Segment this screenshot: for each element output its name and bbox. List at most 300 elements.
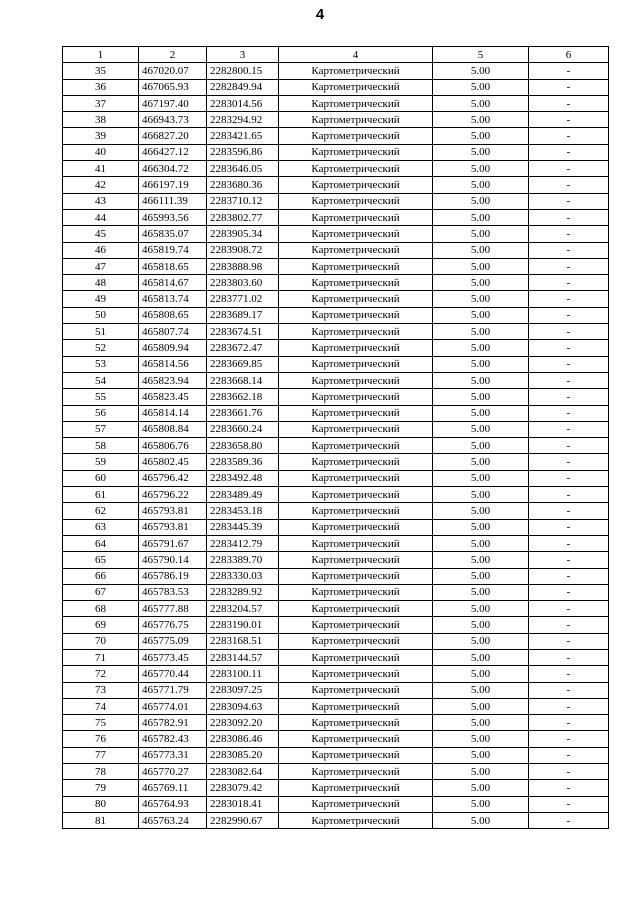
point-number-cell: 38 (63, 112, 139, 128)
coordinate-x-cell: 465814.14 (139, 405, 207, 421)
accuracy-cell: 5.00 (433, 731, 529, 747)
coordinate-x-cell: 465809.94 (139, 340, 207, 356)
point-number-cell: 68 (63, 601, 139, 617)
table-row (63, 617, 609, 633)
point-number-cell: 60 (63, 470, 139, 486)
note-cell: - (529, 470, 609, 486)
table-row (63, 666, 609, 682)
point-number-cell: 40 (63, 144, 139, 160)
note-cell: - (529, 812, 609, 828)
coordinate-x-cell: 465793.81 (139, 503, 207, 519)
point-number-cell: 71 (63, 649, 139, 665)
note-cell: - (529, 617, 609, 633)
method-cell: Картометрический (279, 95, 433, 111)
coordinate-x-cell: 465818.65 (139, 258, 207, 274)
column-header: 4 (279, 47, 433, 63)
note-cell: - (529, 584, 609, 600)
coordinate-y-cell: 2283014.56 (207, 95, 279, 111)
point-number-cell: 50 (63, 307, 139, 323)
accuracy-cell: 5.00 (433, 258, 529, 274)
note-cell: - (529, 275, 609, 291)
note-cell: - (529, 242, 609, 258)
accuracy-cell: 5.00 (433, 552, 529, 568)
accuracy-cell: 5.00 (433, 796, 529, 812)
accuracy-cell: 5.00 (433, 470, 529, 486)
note-cell: - (529, 405, 609, 421)
note-cell: - (529, 372, 609, 388)
accuracy-cell: 5.00 (433, 372, 529, 388)
coordinate-y-cell: 2283589.36 (207, 454, 279, 470)
point-number-cell: 51 (63, 324, 139, 340)
accuracy-cell: 5.00 (433, 144, 529, 160)
accuracy-cell: 5.00 (433, 193, 529, 209)
point-number-cell: 43 (63, 193, 139, 209)
note-cell: - (529, 682, 609, 698)
note-cell: - (529, 649, 609, 665)
table-row (63, 454, 609, 470)
note-cell: - (529, 535, 609, 551)
note-cell: - (529, 128, 609, 144)
accuracy-cell: 5.00 (433, 519, 529, 535)
note-cell: - (529, 633, 609, 649)
coordinate-y-cell: 2283646.05 (207, 161, 279, 177)
accuracy-cell: 5.00 (433, 340, 529, 356)
note-cell: - (529, 307, 609, 323)
accuracy-cell: 5.00 (433, 405, 529, 421)
method-cell: Картометрический (279, 796, 433, 812)
coordinate-x-cell: 465814.67 (139, 275, 207, 291)
accuracy-cell: 5.00 (433, 584, 529, 600)
coordinate-x-cell: 465783.53 (139, 584, 207, 600)
method-cell: Картометрический (279, 161, 433, 177)
table-row (63, 275, 609, 291)
column-header: 2 (139, 47, 207, 63)
method-cell: Картометрический (279, 666, 433, 682)
coordinate-y-cell: 2283144.57 (207, 649, 279, 665)
method-cell: Картометрический (279, 649, 433, 665)
method-cell: Картометрический (279, 487, 433, 503)
point-number-cell: 46 (63, 242, 139, 258)
coordinate-y-cell: 2283658.80 (207, 438, 279, 454)
coordinate-x-cell: 465796.22 (139, 487, 207, 503)
method-cell: Картометрический (279, 372, 433, 388)
table-row (63, 209, 609, 225)
point-number-cell: 55 (63, 389, 139, 405)
coordinate-x-cell: 465796.42 (139, 470, 207, 486)
coordinate-x-cell: 465769.11 (139, 780, 207, 796)
accuracy-cell: 5.00 (433, 275, 529, 291)
note-cell: - (529, 209, 609, 225)
method-cell: Картометрический (279, 63, 433, 79)
accuracy-cell: 5.00 (433, 715, 529, 731)
point-number-cell: 67 (63, 584, 139, 600)
coordinate-x-cell: 465791.67 (139, 535, 207, 551)
point-number-cell: 79 (63, 780, 139, 796)
method-cell: Картометрический (279, 324, 433, 340)
table-row (63, 356, 609, 372)
note-cell: - (529, 356, 609, 372)
accuracy-cell: 5.00 (433, 438, 529, 454)
table-row (63, 226, 609, 242)
table-row (63, 144, 609, 160)
method-cell: Картометрический (279, 747, 433, 763)
coordinate-y-cell: 2283100.11 (207, 666, 279, 682)
coordinate-y-cell: 2283771.02 (207, 291, 279, 307)
coordinate-y-cell: 2283190.01 (207, 617, 279, 633)
coordinate-y-cell: 2282800.15 (207, 63, 279, 79)
table-row (63, 519, 609, 535)
method-cell: Картометрический (279, 79, 433, 95)
table-row (63, 535, 609, 551)
method-cell: Картометрический (279, 421, 433, 437)
coordinate-x-cell: 465782.43 (139, 731, 207, 747)
method-cell: Картометрический (279, 128, 433, 144)
coordinate-x-cell: 466427.12 (139, 144, 207, 160)
coordinate-x-cell: 467020.07 (139, 63, 207, 79)
accuracy-cell: 5.00 (433, 291, 529, 307)
table-row (63, 764, 609, 780)
table-row (63, 291, 609, 307)
column-header: 1 (63, 47, 139, 63)
coordinate-y-cell: 2283489.49 (207, 487, 279, 503)
coordinate-x-cell: 466304.72 (139, 161, 207, 177)
point-number-cell: 70 (63, 633, 139, 649)
table-body (63, 63, 609, 829)
note-cell: - (529, 161, 609, 177)
accuracy-cell: 5.00 (433, 568, 529, 584)
coordinate-y-cell: 2283710.12 (207, 193, 279, 209)
accuracy-cell: 5.00 (433, 780, 529, 796)
coordinate-y-cell: 2283660.24 (207, 421, 279, 437)
coordinate-x-cell: 465763.24 (139, 812, 207, 828)
coordinate-x-cell: 465808.84 (139, 421, 207, 437)
coordinate-y-cell: 2283289.92 (207, 584, 279, 600)
point-number-cell: 65 (63, 552, 139, 568)
method-cell: Картометрический (279, 535, 433, 551)
method-cell: Картометрический (279, 405, 433, 421)
table-row (63, 633, 609, 649)
table-row (63, 324, 609, 340)
coordinate-y-cell: 2283086.46 (207, 731, 279, 747)
accuracy-cell: 5.00 (433, 747, 529, 763)
table-row (63, 193, 609, 209)
table-row (63, 584, 609, 600)
coordinate-y-cell: 2283204.57 (207, 601, 279, 617)
note-cell: - (529, 666, 609, 682)
coordinate-y-cell: 2283082.64 (207, 764, 279, 780)
coordinate-y-cell: 2283908.72 (207, 242, 279, 258)
accuracy-cell: 5.00 (433, 487, 529, 503)
note-cell: - (529, 389, 609, 405)
accuracy-cell: 5.00 (433, 601, 529, 617)
point-number-cell: 58 (63, 438, 139, 454)
coordinate-y-cell: 2282990.67 (207, 812, 279, 828)
coordinate-x-cell: 465814.56 (139, 356, 207, 372)
table-row (63, 307, 609, 323)
point-number-cell: 36 (63, 79, 139, 95)
method-cell: Картометрический (279, 633, 433, 649)
point-number-cell: 62 (63, 503, 139, 519)
coordinate-x-cell: 465806.76 (139, 438, 207, 454)
table-row (63, 372, 609, 388)
accuracy-cell: 5.00 (433, 617, 529, 633)
method-cell: Картометрический (279, 584, 433, 600)
note-cell: - (529, 601, 609, 617)
note-cell: - (529, 552, 609, 568)
coordinate-y-cell: 2283803.60 (207, 275, 279, 291)
coordinate-x-cell: 467197.40 (139, 95, 207, 111)
coordinate-x-cell: 465819.74 (139, 242, 207, 258)
point-number-cell: 47 (63, 258, 139, 274)
accuracy-cell: 5.00 (433, 307, 529, 323)
point-number-cell: 61 (63, 487, 139, 503)
point-number-cell: 81 (63, 812, 139, 828)
note-cell: - (529, 454, 609, 470)
method-cell: Картометрический (279, 731, 433, 747)
point-number-cell: 66 (63, 568, 139, 584)
table-row (63, 421, 609, 437)
note-cell: - (529, 796, 609, 812)
coordinate-x-cell: 465773.31 (139, 747, 207, 763)
point-number-cell: 77 (63, 747, 139, 763)
accuracy-cell: 5.00 (433, 503, 529, 519)
table-row (63, 682, 609, 698)
coordinate-x-cell: 465835.07 (139, 226, 207, 242)
method-cell: Картометрический (279, 291, 433, 307)
point-number-cell: 69 (63, 617, 139, 633)
note-cell: - (529, 568, 609, 584)
table-row (63, 796, 609, 812)
point-number-cell: 41 (63, 161, 139, 177)
accuracy-cell: 5.00 (433, 454, 529, 470)
accuracy-cell: 5.00 (433, 177, 529, 193)
table-row (63, 731, 609, 747)
note-cell: - (529, 258, 609, 274)
table-row (63, 747, 609, 763)
coordinate-x-cell: 465823.45 (139, 389, 207, 405)
method-cell: Картометрический (279, 568, 433, 584)
method-cell: Картометрический (279, 275, 433, 291)
point-number-cell: 39 (63, 128, 139, 144)
coordinate-x-cell: 465770.44 (139, 666, 207, 682)
accuracy-cell: 5.00 (433, 666, 529, 682)
accuracy-cell: 5.00 (433, 535, 529, 551)
coordinate-x-cell: 466943.73 (139, 112, 207, 128)
coordinate-y-cell: 2283330.03 (207, 568, 279, 584)
note-cell: - (529, 177, 609, 193)
method-cell: Картометрический (279, 617, 433, 633)
coordinate-x-cell: 465771.79 (139, 682, 207, 698)
table-header-row (63, 47, 609, 63)
accuracy-cell: 5.00 (433, 209, 529, 225)
coordinate-x-cell: 465808.65 (139, 307, 207, 323)
coordinate-x-cell: 465777.88 (139, 601, 207, 617)
note-cell: - (529, 291, 609, 307)
note-cell: - (529, 421, 609, 437)
accuracy-cell: 5.00 (433, 79, 529, 95)
table-row (63, 601, 609, 617)
method-cell: Картометрический (279, 193, 433, 209)
table-row (63, 405, 609, 421)
accuracy-cell: 5.00 (433, 764, 529, 780)
accuracy-cell: 5.00 (433, 389, 529, 405)
table-row (63, 487, 609, 503)
method-cell: Картометрический (279, 226, 433, 242)
coordinate-y-cell: 2283905.34 (207, 226, 279, 242)
coordinate-x-cell: 466827.20 (139, 128, 207, 144)
method-cell: Картометрический (279, 470, 433, 486)
coordinate-y-cell: 2283453.18 (207, 503, 279, 519)
point-number-cell: 64 (63, 535, 139, 551)
method-cell: Картометрический (279, 112, 433, 128)
point-number-cell: 75 (63, 715, 139, 731)
coordinate-x-cell: 465786.19 (139, 568, 207, 584)
note-cell: - (529, 519, 609, 535)
coordinate-y-cell: 2283094.63 (207, 698, 279, 714)
coordinate-y-cell: 2283672.47 (207, 340, 279, 356)
point-number-cell: 37 (63, 95, 139, 111)
coordinate-y-cell: 2282849.94 (207, 79, 279, 95)
coordinate-y-cell: 2283888.98 (207, 258, 279, 274)
coordinate-y-cell: 2283389.70 (207, 552, 279, 568)
method-cell: Картометрический (279, 552, 433, 568)
method-cell: Картометрический (279, 519, 433, 535)
table-row (63, 438, 609, 454)
method-cell: Картометрический (279, 715, 433, 731)
table-row (63, 470, 609, 486)
note-cell: - (529, 487, 609, 503)
table-row (63, 161, 609, 177)
coordinate-y-cell: 2283421.65 (207, 128, 279, 144)
table-row (63, 79, 609, 95)
method-cell: Картометрический (279, 682, 433, 698)
coordinate-x-cell: 465807.74 (139, 324, 207, 340)
point-number-cell: 45 (63, 226, 139, 242)
table-row (63, 63, 609, 79)
table-row (63, 95, 609, 111)
method-cell: Картометрический (279, 438, 433, 454)
note-cell: - (529, 747, 609, 763)
coordinate-x-cell: 465770.27 (139, 764, 207, 780)
coordinate-x-cell: 465773.45 (139, 649, 207, 665)
point-number-cell: 49 (63, 291, 139, 307)
table-row (63, 568, 609, 584)
coordinate-x-cell: 465993.56 (139, 209, 207, 225)
coordinate-x-cell: 465823.94 (139, 372, 207, 388)
table-row (63, 340, 609, 356)
table-row (63, 258, 609, 274)
method-cell: Картометрический (279, 389, 433, 405)
point-number-cell: 54 (63, 372, 139, 388)
coordinate-x-cell: 465802.45 (139, 454, 207, 470)
note-cell: - (529, 144, 609, 160)
coordinate-y-cell: 2283492.48 (207, 470, 279, 486)
coordinate-y-cell: 2283668.14 (207, 372, 279, 388)
accuracy-cell: 5.00 (433, 682, 529, 698)
method-cell: Картометрический (279, 356, 433, 372)
accuracy-cell: 5.00 (433, 63, 529, 79)
note-cell: - (529, 438, 609, 454)
coordinate-y-cell: 2283674.51 (207, 324, 279, 340)
point-number-cell: 76 (63, 731, 139, 747)
note-cell: - (529, 715, 609, 731)
table-row (63, 698, 609, 714)
accuracy-cell: 5.00 (433, 128, 529, 144)
table-row (63, 112, 609, 128)
coordinate-y-cell: 2283596.86 (207, 144, 279, 160)
note-cell: - (529, 193, 609, 209)
coordinate-x-cell: 465782.91 (139, 715, 207, 731)
method-cell: Картометрический (279, 340, 433, 356)
coordinate-y-cell: 2283294.92 (207, 112, 279, 128)
note-cell: - (529, 324, 609, 340)
coordinate-x-cell: 466197.19 (139, 177, 207, 193)
accuracy-cell: 5.00 (433, 95, 529, 111)
note-cell: - (529, 63, 609, 79)
coordinate-y-cell: 2283661.76 (207, 405, 279, 421)
point-number-cell: 42 (63, 177, 139, 193)
method-cell: Картометрический (279, 177, 433, 193)
coordinate-x-cell: 465775.09 (139, 633, 207, 649)
coordinate-x-cell: 465813.74 (139, 291, 207, 307)
accuracy-cell: 5.00 (433, 112, 529, 128)
coordinate-y-cell: 2283445.39 (207, 519, 279, 535)
point-number-cell: 53 (63, 356, 139, 372)
table-row (63, 389, 609, 405)
page-number: 4 (315, 6, 325, 23)
coordinate-y-cell: 2283669.85 (207, 356, 279, 372)
accuracy-cell: 5.00 (433, 356, 529, 372)
method-cell: Картометрический (279, 698, 433, 714)
note-cell: - (529, 226, 609, 242)
method-cell: Картометрический (279, 209, 433, 225)
accuracy-cell: 5.00 (433, 633, 529, 649)
coordinate-y-cell: 2283168.51 (207, 633, 279, 649)
table-row (63, 812, 609, 828)
point-number-cell: 72 (63, 666, 139, 682)
table-row (63, 552, 609, 568)
column-header: 3 (207, 47, 279, 63)
column-header: 5 (433, 47, 529, 63)
note-cell: - (529, 95, 609, 111)
table-row (63, 242, 609, 258)
accuracy-cell: 5.00 (433, 161, 529, 177)
coordinate-x-cell: 465793.81 (139, 519, 207, 535)
table-row (63, 503, 609, 519)
note-cell: - (529, 698, 609, 714)
note-cell: - (529, 780, 609, 796)
accuracy-cell: 5.00 (433, 812, 529, 828)
coordinate-y-cell: 2283412.79 (207, 535, 279, 551)
point-number-cell: 35 (63, 63, 139, 79)
note-cell: - (529, 764, 609, 780)
point-number-cell: 78 (63, 764, 139, 780)
method-cell: Картометрический (279, 144, 433, 160)
coordinate-x-cell: 465764.93 (139, 796, 207, 812)
accuracy-cell: 5.00 (433, 698, 529, 714)
accuracy-cell: 5.00 (433, 226, 529, 242)
accuracy-cell: 5.00 (433, 242, 529, 258)
coordinate-y-cell: 2283085.20 (207, 747, 279, 763)
method-cell: Картометрический (279, 307, 433, 323)
point-number-cell: 57 (63, 421, 139, 437)
note-cell: - (529, 112, 609, 128)
method-cell: Картометрический (279, 764, 433, 780)
note-cell: - (529, 731, 609, 747)
coordinate-y-cell: 2283680.36 (207, 177, 279, 193)
point-number-cell: 44 (63, 209, 139, 225)
coordinate-x-cell: 467065.93 (139, 79, 207, 95)
